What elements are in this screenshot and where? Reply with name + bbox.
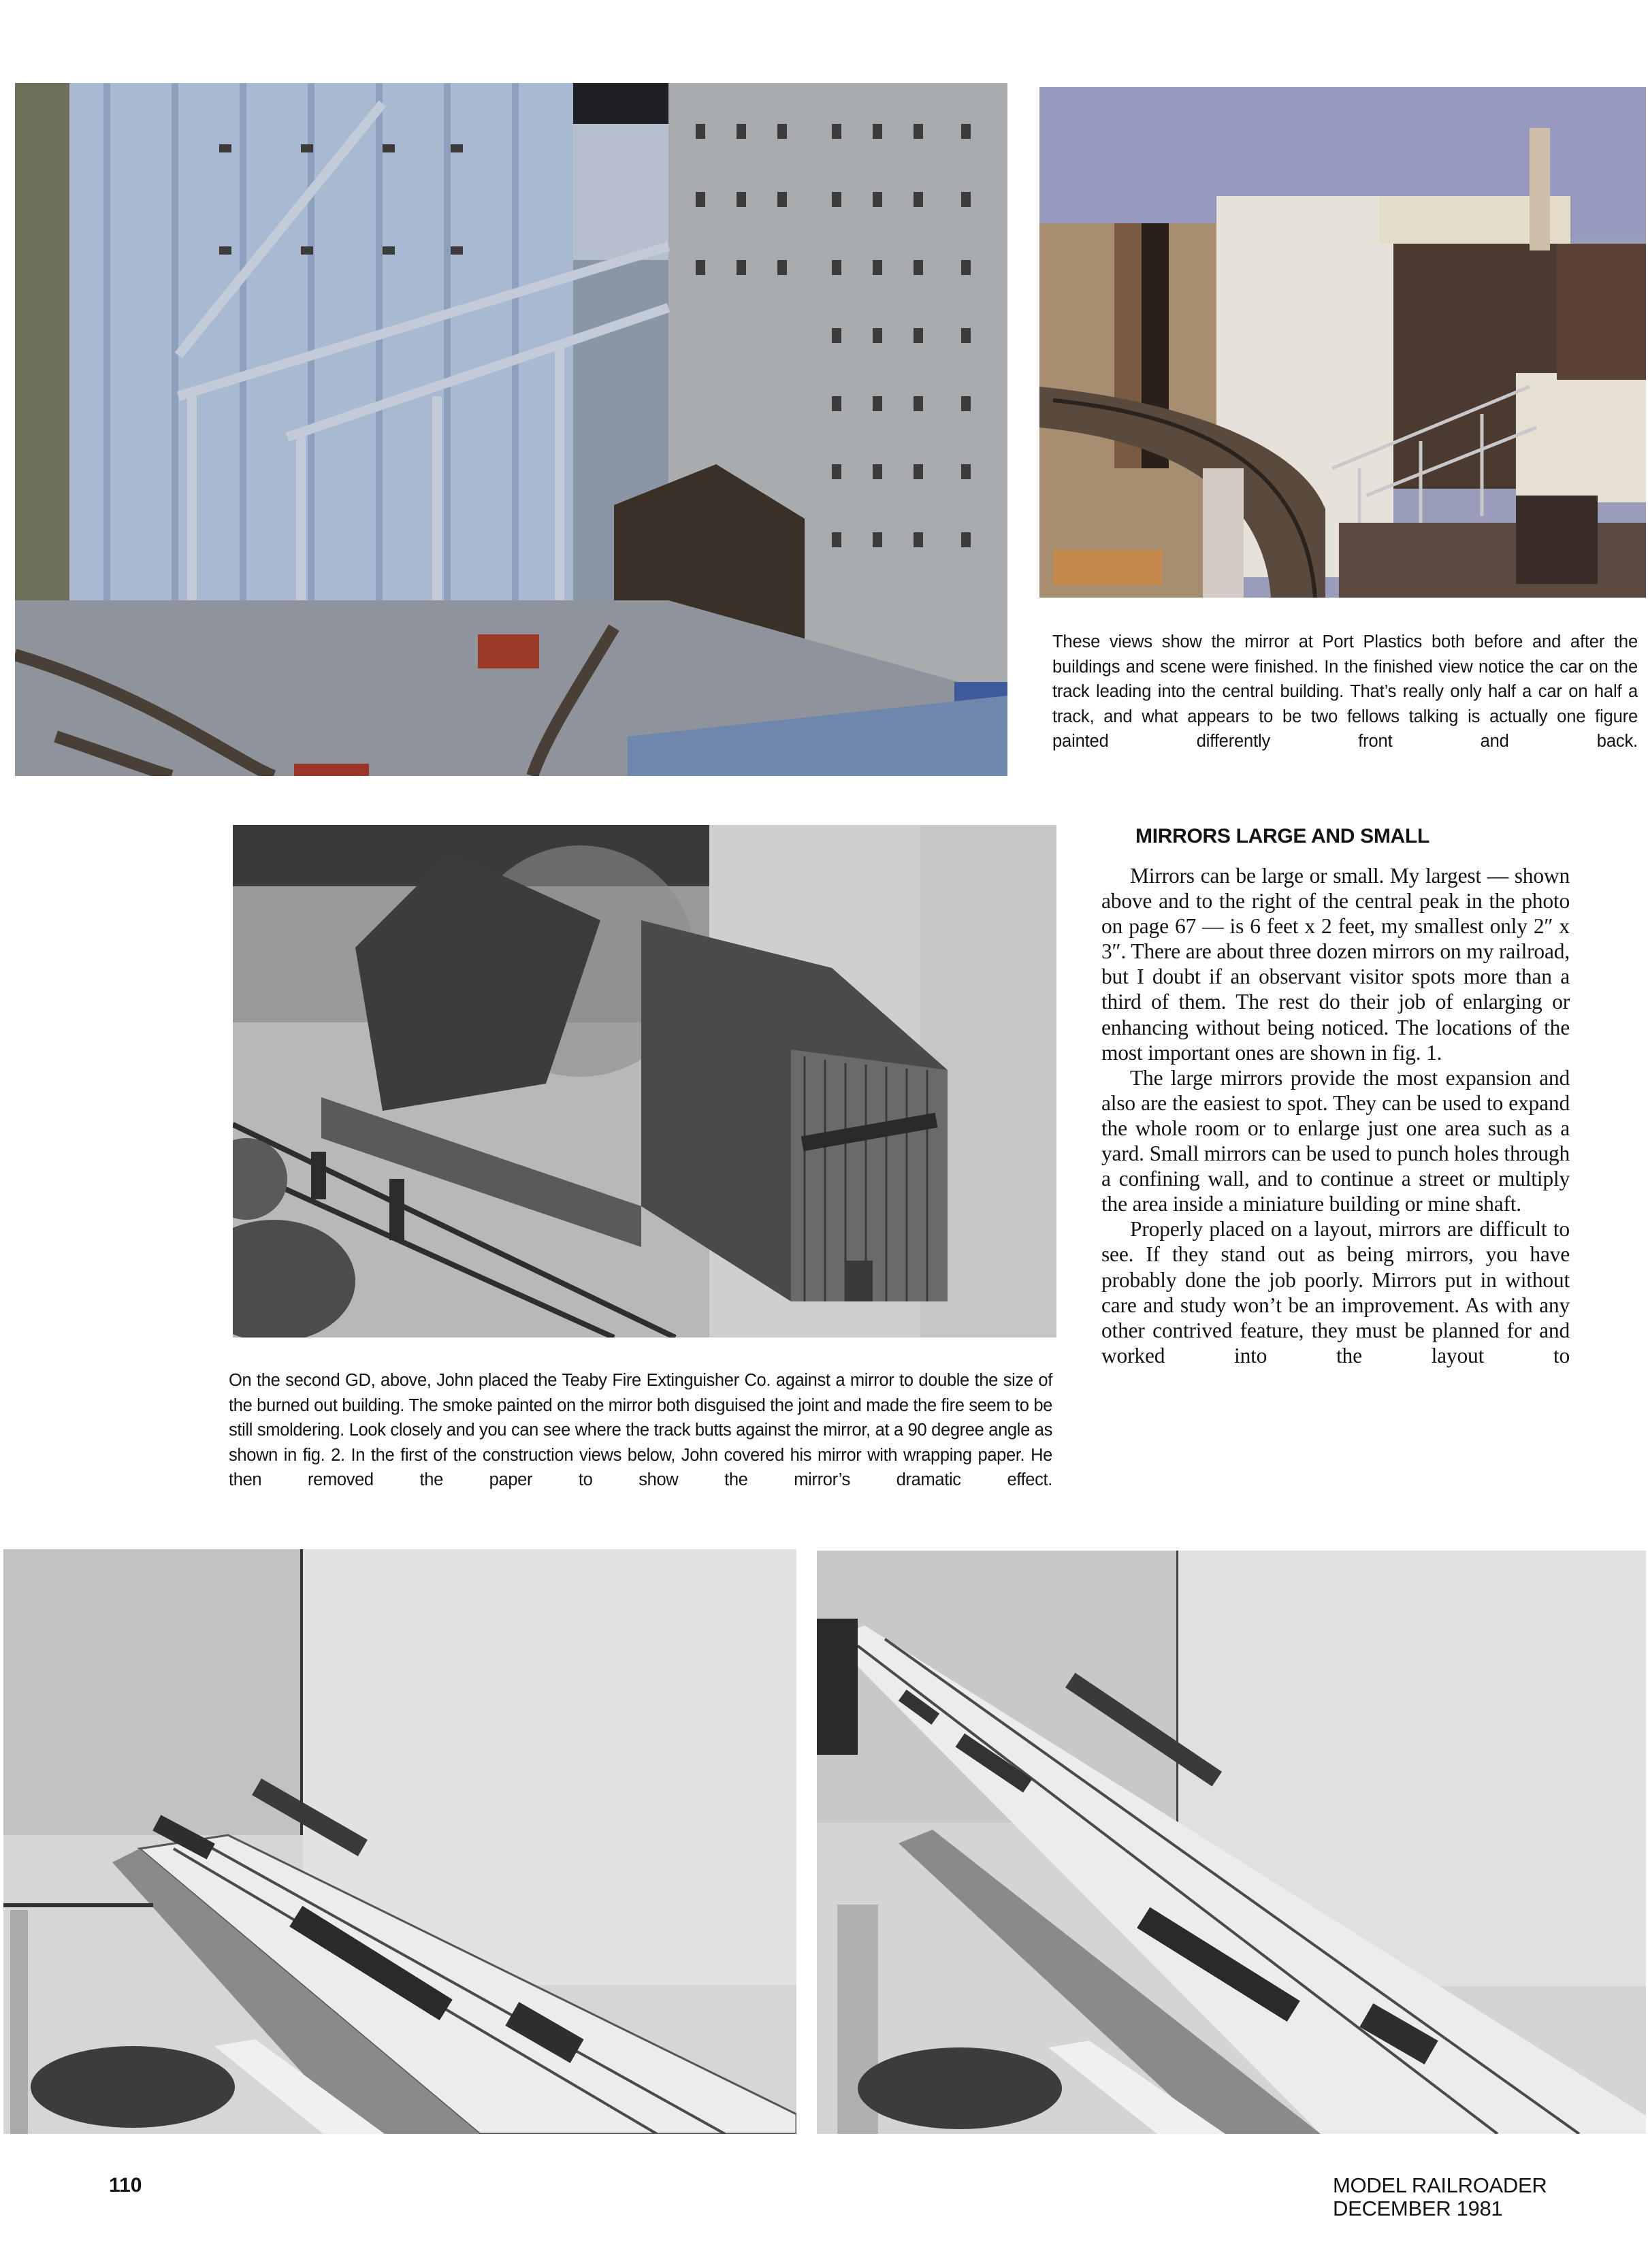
article-body bbox=[1101, 863, 1570, 1368]
photo-mirror-covered bbox=[3, 1549, 796, 2134]
magazine-title: MODEL RAILROADER bbox=[1333, 2173, 1547, 2197]
section-heading: MIRRORS LARGE AND SMALL bbox=[1135, 825, 1429, 847]
photo-port-plastics-before bbox=[1039, 87, 1646, 598]
photo-mirror-covered-image bbox=[3, 1549, 796, 2134]
article-paragraph: Mirrors can be large or small. My largest — shown above and to the right of the central peak in the photo on page 67 — is 6 feet x 2 feet, my smallest only 2″ x 3″. There are about three dozen mirrors on my railroad, but I doubt if an observant visitor spots more than a third of them. The rest do their job of enlarging or enhancing without being noticed. The locations of the most important ones are shown in fig. 1. bbox=[1101, 864, 1570, 1065]
photo-teaby-burned-building-image bbox=[233, 825, 1056, 1338]
caption-port-plastics: These views show the mirror at Port Plastics both before and after the buildings and scene were finished. In the finished view notice the car on the track leading into the central building. That’s really only half a car on half a track, and what appears to be two fellows talking is actually one figure painted differently front and back. bbox=[1052, 632, 1638, 751]
photo-teaby-burned-building bbox=[233, 825, 1056, 1338]
issue-date: DECEMBER 1981 bbox=[1333, 2197, 1503, 2220]
masthead bbox=[1333, 2174, 1547, 2220]
article-paragraph: The large mirrors provide the most expansion and also are the easiest to spot. They can be used to expand the whole room or to enlarge just one area such as a yard. Small mirrors can be used to punch holes through a confining wall, and to continue a street or multiply the area inside a miniature building or mine shaft. bbox=[1101, 1065, 1570, 1216]
caption-teaby-building: On the second GD, above, John placed the Teaby Fire Extinguisher Co. against a mirror to double the size of the burned out building. The smoke painted on the mirror both disguised the joint and made the fire seem to be still smoldering. Look closely and you can see where the track butts against the mirror, at a 90 degree angle as shown in fig. 2. In the first of the construction views below, John covered his mirror with wrapping paper. He then removed the paper to show the mirror’s dramatic effect. bbox=[229, 1371, 1052, 1490]
photo-port-plastics-finished-image bbox=[15, 83, 1007, 776]
article-paragraph: Properly placed on a layout, mirrors are difficult to see. If they stand out as being mirrors, you have probably done the job poorly. Mirrors put in without care and study won’t be an improvement. As with any other contrived feature, they must be planned for and worked into the layout to bbox=[1101, 1217, 1570, 1367]
page-number: 110 bbox=[109, 2174, 142, 2197]
photo-mirror-uncovered-image bbox=[817, 1551, 1646, 2134]
photo-port-plastics-before-image bbox=[1039, 87, 1646, 598]
photo-mirror-uncovered bbox=[817, 1551, 1646, 2134]
photo-port-plastics-finished bbox=[15, 83, 1007, 776]
